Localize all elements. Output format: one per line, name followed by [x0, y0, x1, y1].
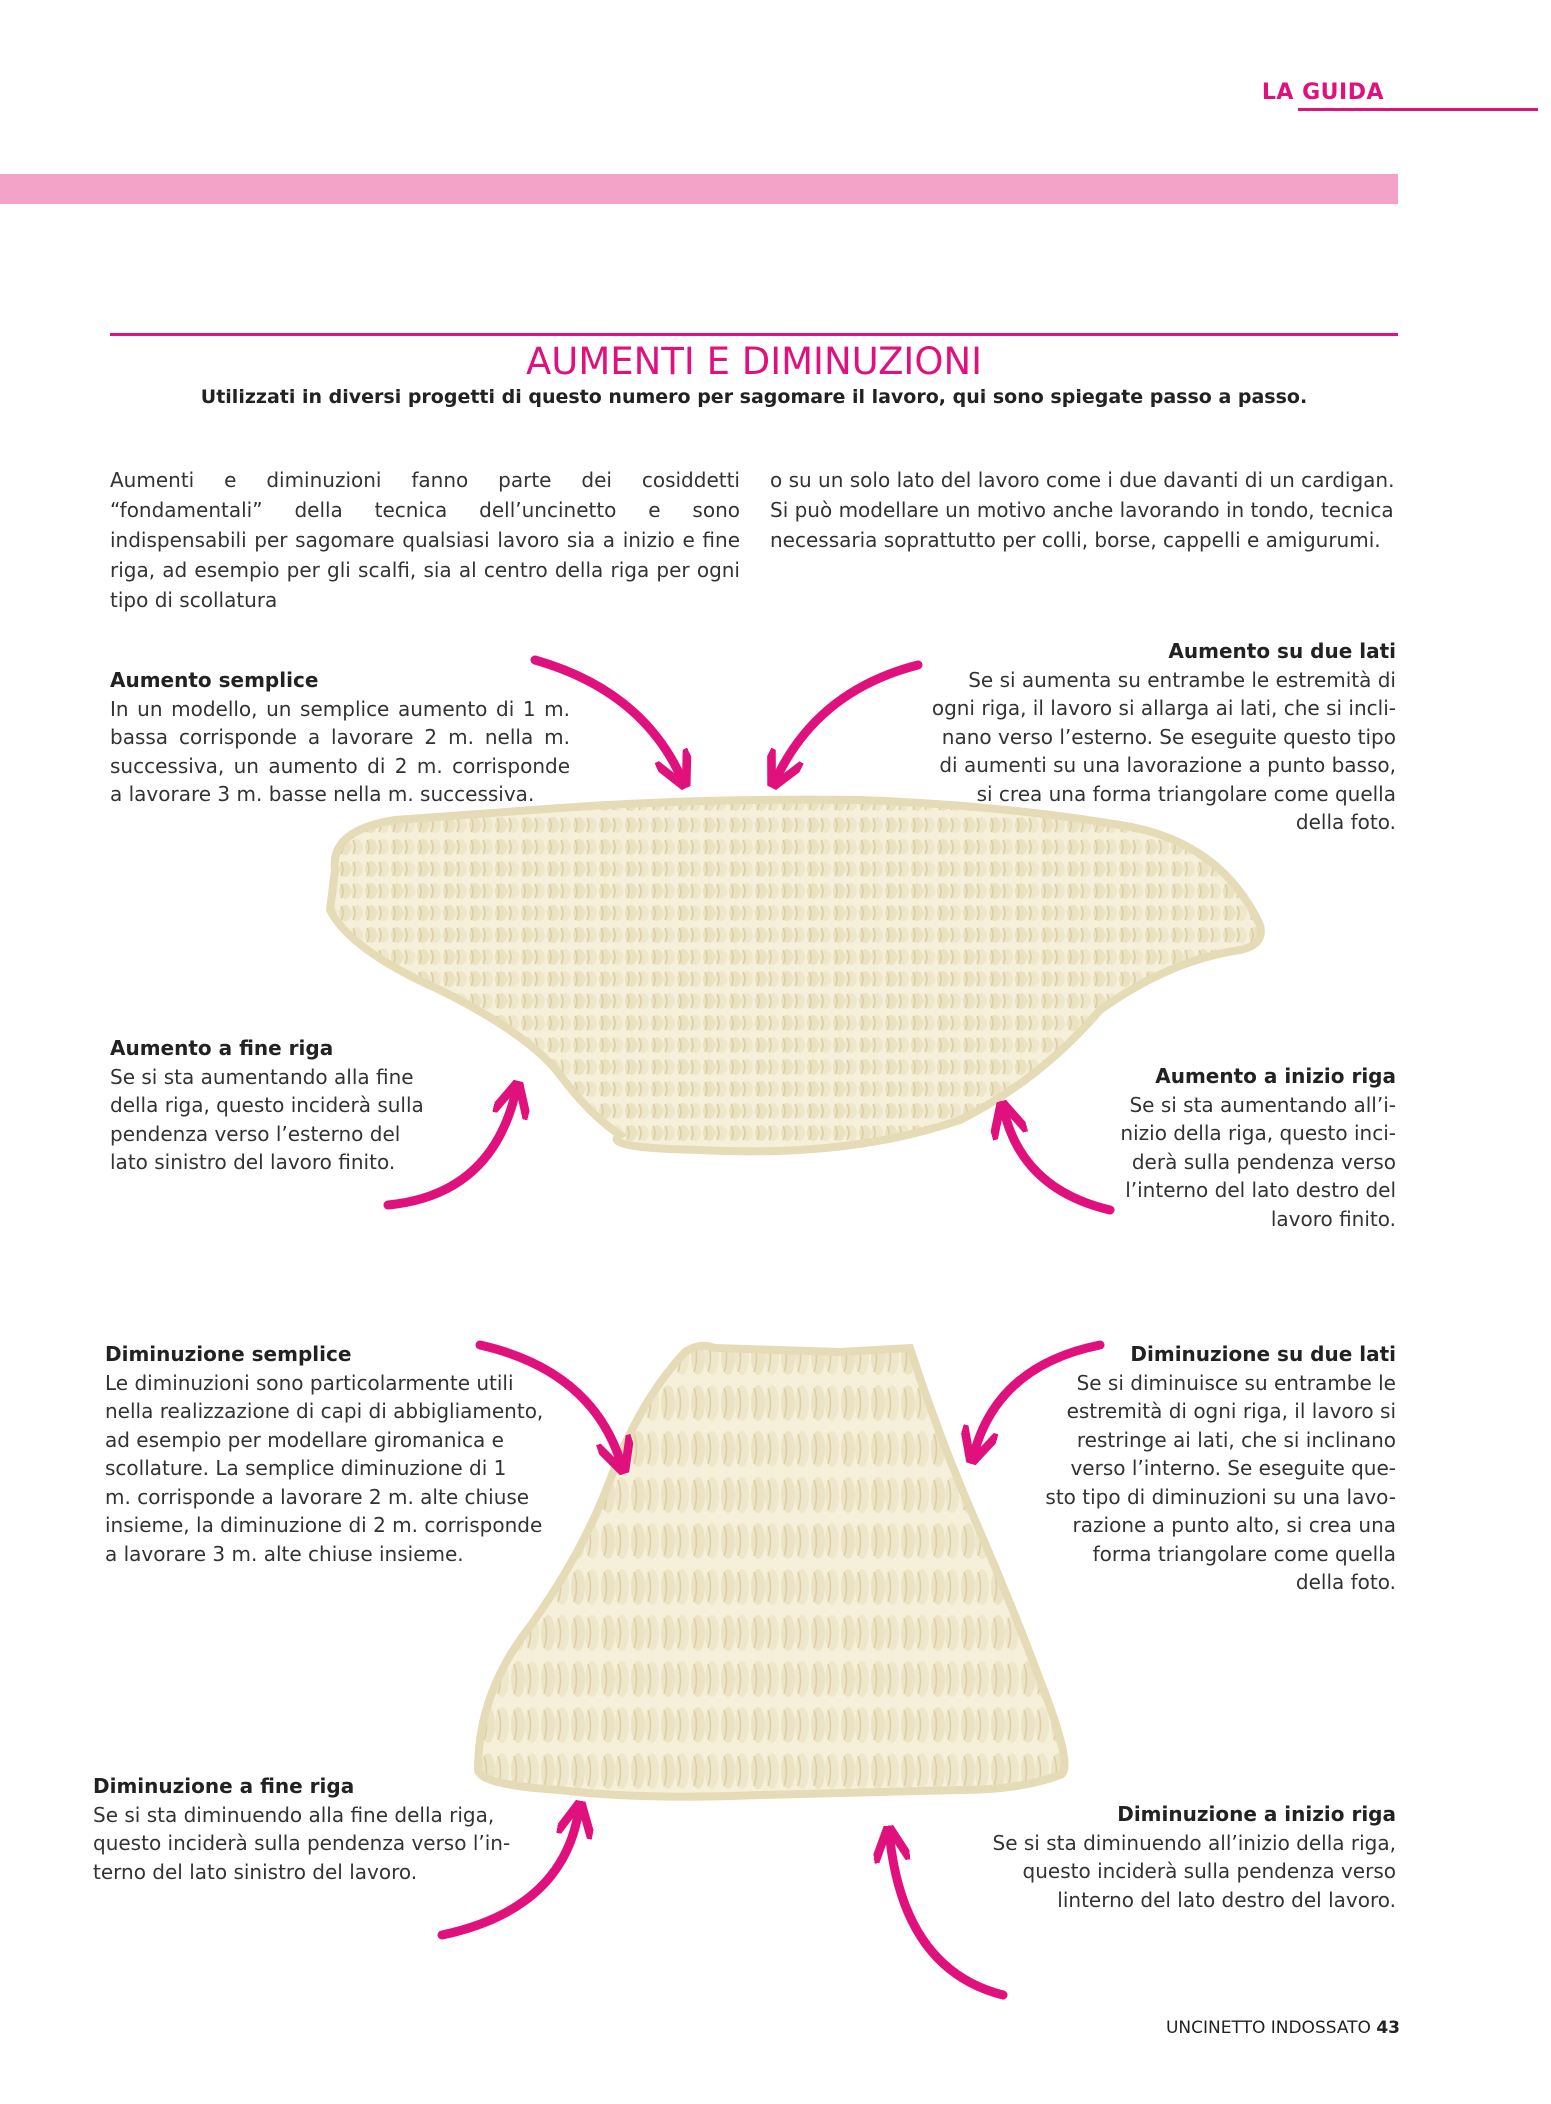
- section-tag: LA GUIDA: [1261, 80, 1384, 105]
- note-aumento-inizio-riga-text: Se si sta aumentando all’i- nizio della riga, questo inci- derà sulla pendenza verso l’interno del lato destro del lavoro finito.: [1120, 1092, 1396, 1231]
- note-diminuzione-fine-riga: [93, 1772, 523, 1886]
- note-diminuzione-due-lati: [1020, 1340, 1396, 1597]
- note-aumento-semplice-title: Aumento semplice: [110, 668, 319, 692]
- note-diminuzione-fine-riga-title: Diminuzione a fine riga: [93, 1774, 355, 1798]
- note-diminuzione-semplice: [105, 1340, 575, 1568]
- intro-column-right: o su un solo lato del lavoro come i due davanti di un cardigan. Si può modellare un motivo anche lavorando in tondo, tecnica necessaria soprattutto per colli, borse, cappelli e amigurumi.: [770, 468, 1395, 552]
- note-aumento-inizio-riga-title: Aumento a inizio riga: [1155, 1064, 1396, 1088]
- note-diminuzione-due-lati-text: Se si diminuisce su entrambe le estremità di ogni riga, il lavoro si restringe ai lati, che si inclinano verso l’interno. Se eseguite que- sto tipo di diminuzioni su una lavo- razione a punto alto, si crea una forma triangolare come quella della foto.: [1045, 1370, 1396, 1594]
- page-number: 43: [1376, 2018, 1400, 2038]
- note-diminuzione-fine-riga-text: Se si sta diminuendo alla fine della riga, questo inciderà sulla pendenza verso l’in- terno del lato sinistro del lavoro.: [93, 1802, 511, 1884]
- article-title: AUMENTI E DIMINUZIONI: [525, 340, 983, 383]
- magazine-name: UNCINETTO INDOSSATO: [1165, 2018, 1371, 2038]
- note-diminuzione-inizio-riga-title: Diminuzione a inizio riga: [1117, 1802, 1396, 1826]
- note-aumento-due-lati-title: Aumento su due lati: [1168, 639, 1396, 663]
- note-diminuzione-semplice-title: Diminuzione semplice: [105, 1342, 352, 1366]
- note-aumento-inizio-riga: [1100, 1062, 1396, 1233]
- note-diminuzione-inizio-riga: [960, 1800, 1396, 1914]
- intro-column-left: Aumenti e diminuzioni fanno parte dei cosiddetti “fondamentali” della tecnica dell’uncinetto e sono indispensabili per sagomare qualsiasi lavoro sia a inizio e fine riga, ad esempio per gli scalfi, sia al centro della riga per ogni tipo di scollatura: [110, 468, 740, 612]
- page-footer: [1166, 2018, 1400, 2038]
- note-aumento-due-lati-text: Se si aumenta su entrambe le estremità di ogni riga, il lavoro si allarga ai lati, che si incli- nano verso l’esterno. Se eseguite questo tipo di aumenti su una lavorazione a punto basso, si crea una forma triangolare come quella della foto.: [931, 667, 1396, 834]
- note-aumento-fine-riga: [110, 1034, 425, 1177]
- arrow-aumento-inizio-riga: [1005, 1115, 1110, 1210]
- note-diminuzione-semplice-text: Le diminuzioni sono particolarmente utili nella realizzazione di capi di abbigliamento, ad esempio per modellare giromanica e scollature. La semplice diminuzione di 1 m. corrisponde a lavorare 2 m. alte chiuse insieme, la diminuzione di 2 m. corrisponde a lavorare 3 m. alte chiuse insieme.: [105, 1370, 544, 1566]
- note-diminuzione-inizio-riga-text: Se si sta diminuendo all’inizio della riga, questo inciderà sulla pendenza verso linterno del lato destro del lavoro.: [992, 1830, 1396, 1912]
- article-subtitle: Utilizzati in diversi progetti di questo numero per sagomare il lavoro, qui sono spiegate passo a passo.: [200, 386, 1308, 408]
- note-aumento-semplice-text: In un modello, un semplice aumento di 1 m. bassa corrisponde a lavorare 2 m. nella m. successiva, un aumento di 2 m. corrisponde a lavorare 3 m. basse nella m. successiva.: [110, 696, 570, 806]
- note-aumento-fine-riga-text: Se si sta aumentando alla fine della riga, questo inciderà sulla pendenza verso l’esterno del lato sinistro del lavoro finito.: [110, 1064, 424, 1174]
- note-aumento-semplice: [110, 666, 570, 809]
- note-aumento-fine-riga-title: Aumento a fine riga: [110, 1036, 334, 1060]
- note-aumento-due-lati: [880, 637, 1396, 837]
- note-diminuzione-due-lati-title: Diminuzione su due lati: [1130, 1342, 1396, 1366]
